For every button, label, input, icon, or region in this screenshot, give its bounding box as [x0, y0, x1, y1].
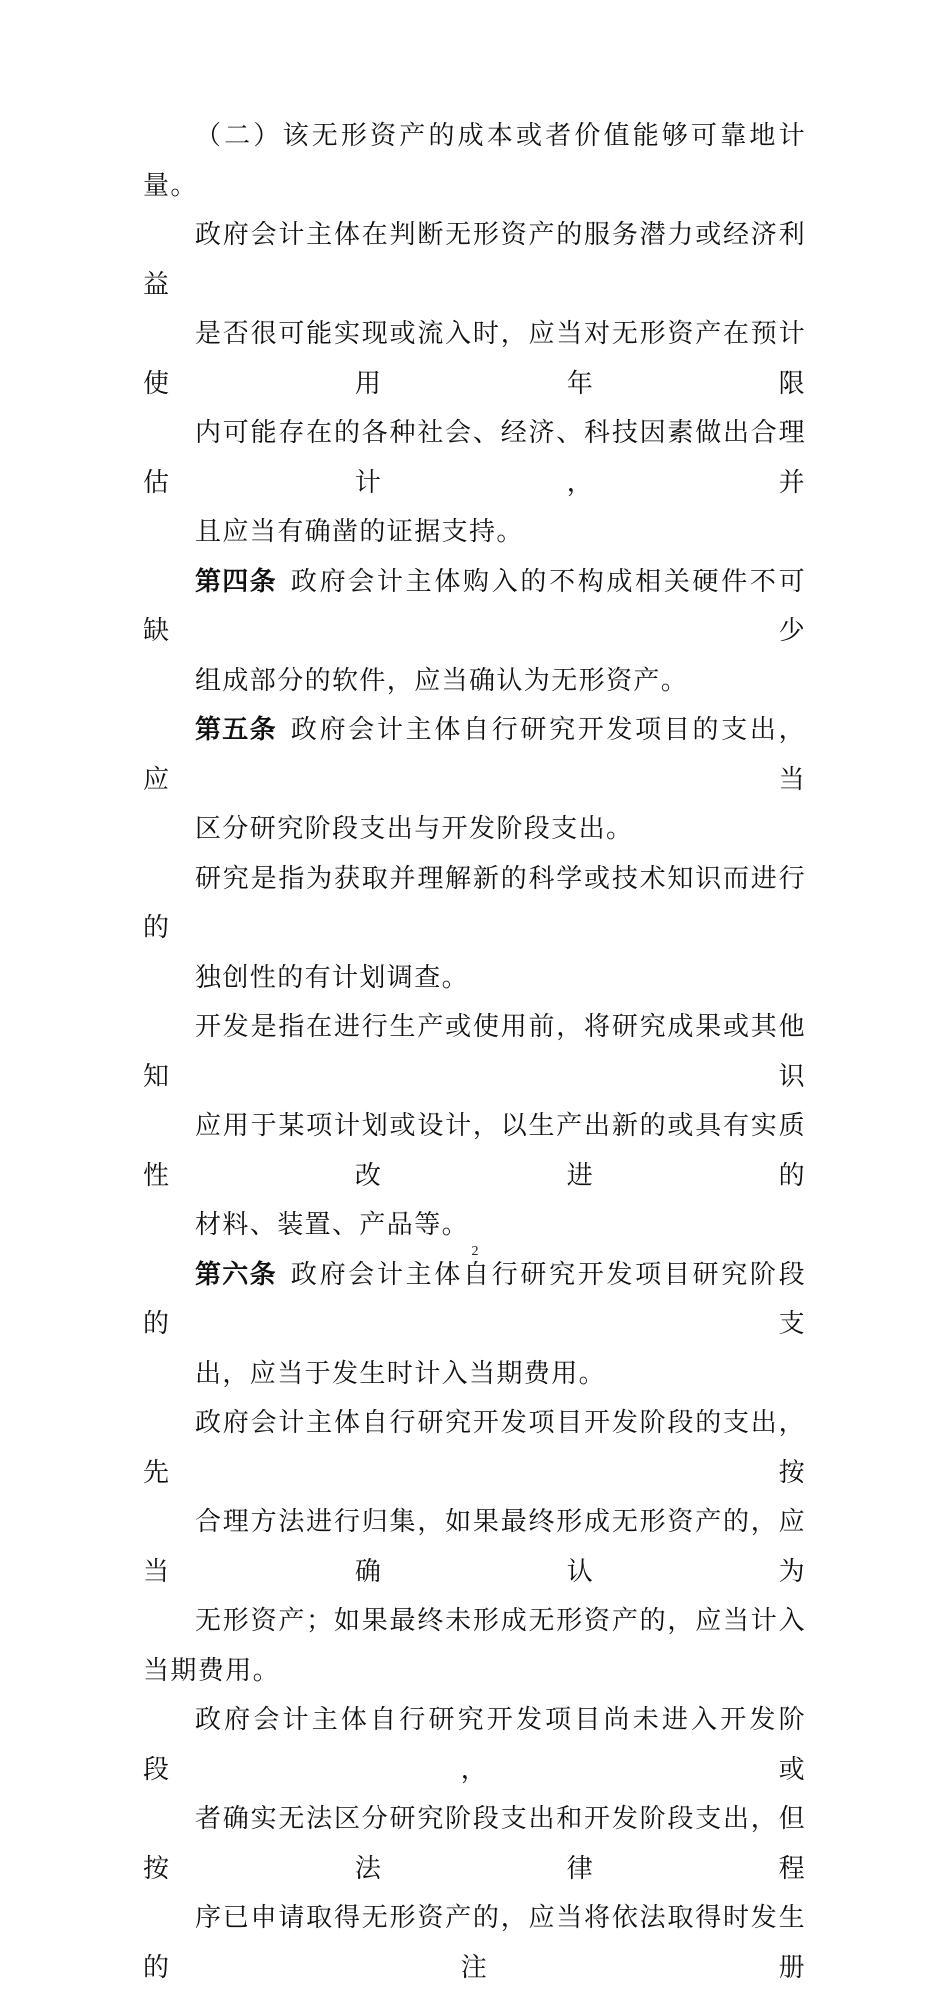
text-line: [143, 657, 806, 707]
line-text: （二）该无形资产的成本或者价值能够可靠地计量。: [143, 121, 806, 201]
text-line: [143, 211, 806, 310]
text-line: [143, 1003, 806, 1102]
line-text: 政府会计主体自行研究开发项目开发阶段的支出，先按: [143, 1408, 806, 1488]
text-line: [143, 1102, 806, 1201]
line-text: 政府会计主体自行研究开发项目尚未进入开发阶段，或: [143, 1705, 806, 1785]
document-body: [143, 112, 806, 1993]
body-paragraph: [143, 211, 806, 558]
text-line: [143, 1894, 806, 1993]
article-paragraph: [143, 558, 806, 707]
text-line: [143, 1251, 806, 1350]
article-label: 第五条: [195, 715, 277, 745]
line-text: 者确实无法区分研究阶段支出和开发阶段支出，但按法律程: [143, 1804, 806, 1884]
line-text: 合理方法进行归集，如果最终形成无形资产的，应当确认为: [143, 1507, 806, 1587]
article-paragraph: [143, 1251, 806, 1400]
text-line: [143, 706, 806, 805]
text-line: [143, 1399, 806, 1498]
text-line: [143, 855, 806, 954]
line-text: 材料、装置、产品等。: [195, 1210, 470, 1240]
text-line: [143, 1597, 806, 1696]
article-paragraph: [143, 706, 806, 855]
text-line: [143, 954, 806, 1004]
text-line: [143, 805, 806, 855]
body-paragraph: [143, 1399, 806, 1696]
line-text: 出，应当于发生时计入当期费用。: [195, 1358, 607, 1389]
text-line: [143, 1350, 806, 1400]
line-text: 且应当有确凿的证据支持。: [195, 517, 524, 547]
page-number: 2: [471, 1244, 479, 1259]
line-text: 内可能存在的各种社会、经济、科技因素做出合理估计，并: [143, 418, 806, 498]
body-paragraph: [143, 1003, 806, 1251]
line-text: 组成部分的软件，应当确认为无形资产。: [195, 665, 689, 696]
text-line: [143, 409, 806, 508]
line-text: 应用于某项计划或设计，以生产出新的或具有实质性改进的: [143, 1111, 806, 1191]
body-paragraph: [143, 855, 806, 1004]
article-label: 第四条: [195, 566, 277, 597]
line-text: 政府会计主体自行研究开发项目的支出，应当: [143, 715, 806, 795]
line-text: 区分研究阶段支出与开发阶段支出。: [195, 814, 634, 844]
text-line: [143, 1696, 806, 1795]
body-paragraph: [143, 1696, 806, 1993]
text-line: [143, 1795, 806, 1894]
line-text: 政府会计主体在判断无形资产的服务潜力或经济利益: [143, 220, 806, 300]
text-line: [143, 558, 806, 657]
line-text: 研究是指为获取并理解新的科学或技术知识而进行的: [143, 863, 806, 943]
line-text: 独创性的有计划调查。: [195, 962, 470, 993]
line-text: 是否很可能实现或流入时，应当对无形资产在预计使用年限: [143, 319, 806, 399]
article-label: 第六条: [195, 1259, 277, 1290]
text-line: [143, 1498, 806, 1597]
text-line: [143, 310, 806, 409]
line-text: 开发是指在进行生产或使用前，将研究成果或其他知识: [143, 1012, 806, 1092]
line-text: 无形资产；如果最终未形成无形资产的，应当计入当期费用。: [143, 1606, 806, 1686]
text-line: [143, 112, 806, 211]
text-line: [143, 508, 806, 558]
line-text: 政府会计主体自行研究开发项目研究阶段的支: [143, 1259, 806, 1339]
line-text: 政府会计主体购入的不构成相关硬件不可缺少: [143, 566, 806, 646]
line-text: 序已申请取得无形资产的，应当将依法取得时发生的注册: [143, 1903, 806, 1983]
body-paragraph: [143, 112, 806, 211]
